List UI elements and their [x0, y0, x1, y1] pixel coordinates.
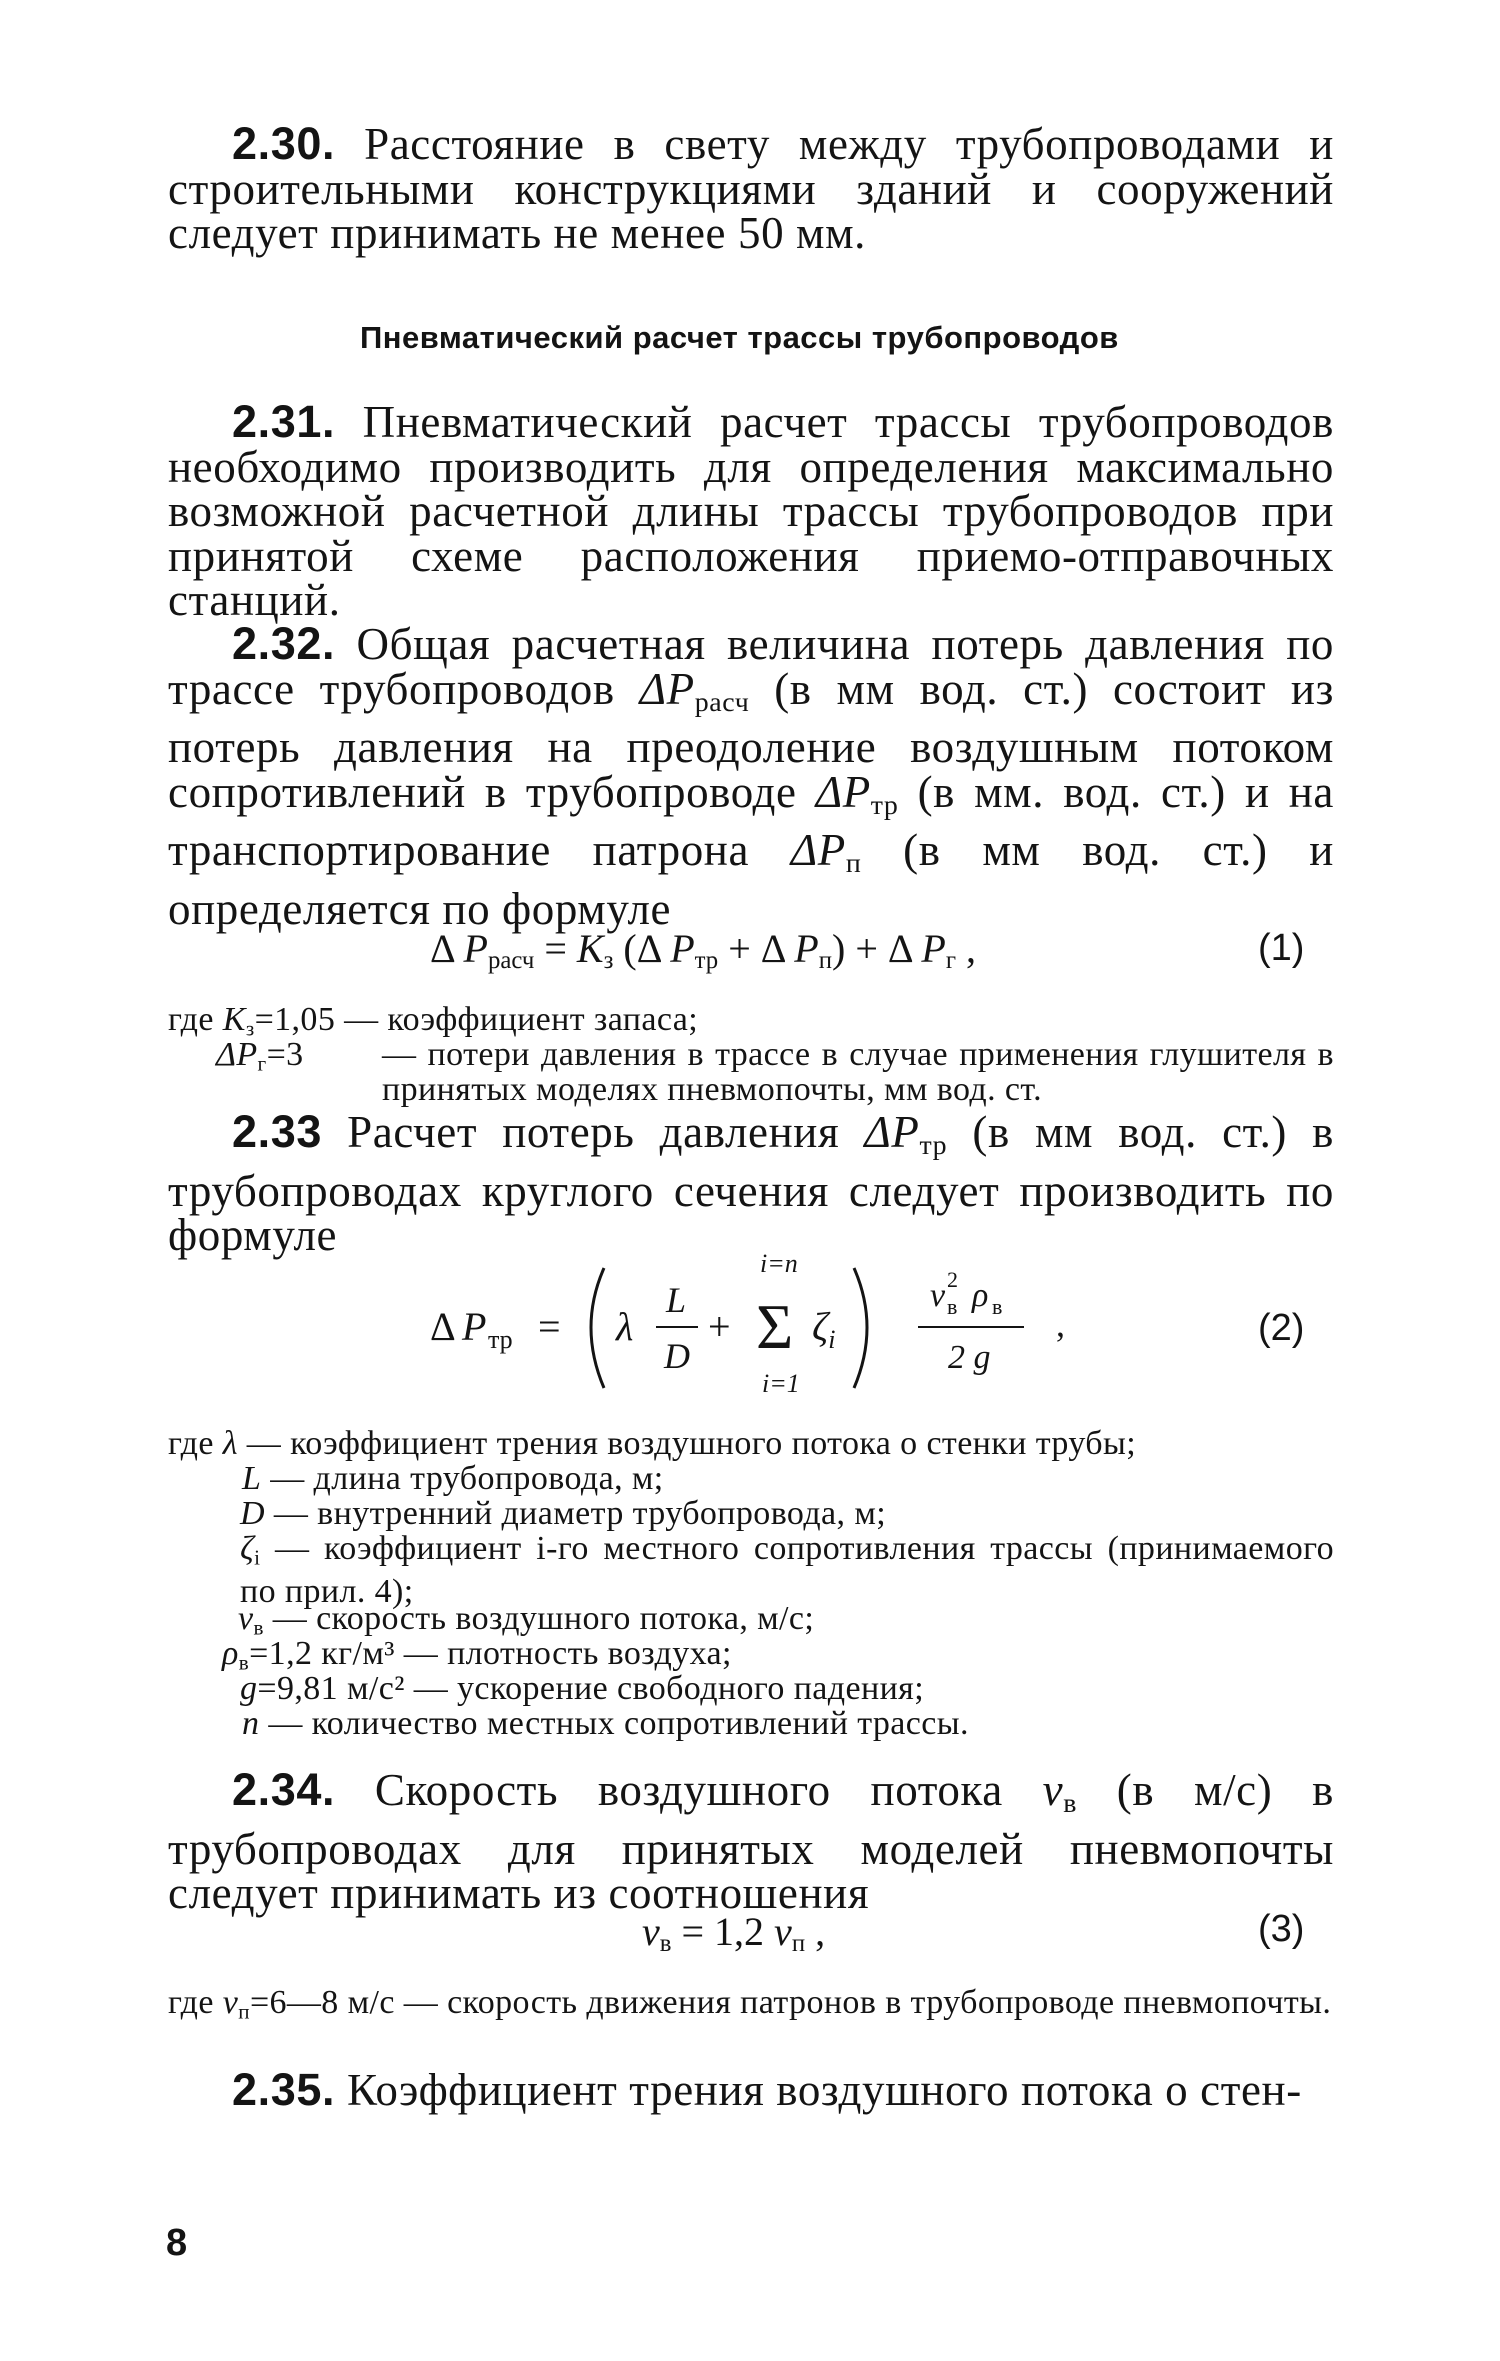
subscript: тр — [694, 947, 719, 975]
clause-number: 2.31. — [232, 396, 336, 447]
n-symbol: n — [242, 1705, 260, 1742]
right-paren — [854, 1268, 867, 1388]
where-3-line-1 — [168, 1986, 1334, 2029]
definition: — длина трубопровода, м; — [270, 1460, 664, 1497]
clause-number: 2.34. — [232, 1764, 336, 1815]
comma: , — [1056, 1304, 1065, 1344]
subscript: п — [238, 1999, 250, 2024]
paragraph-text: Коэффициент трения воздушного потока о стен- — [346, 2065, 1302, 2115]
section-heading: Пневматический расчет трассы трубопроводов — [360, 320, 1119, 355]
paragraph-2-33 — [168, 1106, 1335, 1261]
subscript: п — [791, 1930, 806, 1958]
sigma-symbol: Σ — [756, 1291, 794, 1362]
delta-p-rasch-symbol: $\Delta P_{расч}$ — [639, 663, 750, 718]
subscript: тр — [488, 1325, 513, 1354]
subscript: расч — [487, 947, 535, 975]
k-symbol: $K_з$ — [222, 1001, 255, 1041]
L-symbol: L — [242, 1460, 262, 1497]
formula-number: (3) — [1258, 1908, 1305, 1950]
v-symbol: $v_в$ — [238, 1600, 264, 1640]
subscript: з — [245, 1016, 255, 1041]
numerator-L: L — [666, 1280, 687, 1320]
page-number: 8 — [166, 2222, 188, 2264]
sum-lower-limit: i=1 — [762, 1369, 800, 1398]
subscript: в — [947, 1294, 958, 1319]
paragraph-text: (в мм. вод. ст.) и на транспортирование патрона — [168, 766, 1334, 876]
where-2-D — [240, 1497, 1334, 1532]
paragraph-text: (в мм вод. ст.) состоит из потерь давления на преодоление воздушным потоком сопротивлений в трубопроводе — [168, 663, 1334, 817]
p-symbol: P — [462, 1304, 487, 1349]
rho-symbol: ρ — [972, 1277, 989, 1314]
subscript: п — [845, 848, 862, 880]
delta-p-p-symbol: $\Delta P_п$ — [790, 825, 862, 880]
delta-p-tr-symbol: $\Delta P_{тр}$ — [864, 1107, 948, 1161]
g-symbol: g — [240, 1670, 258, 1707]
definition: =1,05 — коэффициент запаса; — [254, 1001, 699, 1038]
paragraph-2-30 — [168, 118, 1334, 259]
paragraph-text: Расчет потерь давления — [347, 1107, 865, 1157]
zeta-symbol: $\zeta_i$ — [240, 1530, 261, 1570]
where-lead: где — [168, 1425, 214, 1462]
formula-number: (2) — [1258, 1307, 1305, 1349]
subscript: г — [945, 947, 957, 975]
subscript: п — [818, 947, 833, 975]
coefficient: 1,2 — [714, 1909, 765, 1954]
paragraph-2-31 — [168, 396, 1334, 626]
formula-number: (1) — [1258, 927, 1305, 969]
paragraph-2-35 — [168, 2064, 1334, 2115]
subscript: в — [1063, 1787, 1077, 1819]
subscript: тр — [919, 1129, 948, 1161]
zeta-symbol: $\zeta_i$ — [812, 1304, 836, 1354]
paragraph-text: Расстояние в свету между трубопроводами и строительными конструкциями зданий и сооружений следует принимать не менее 50 мм. — [168, 119, 1334, 259]
subscript: з — [603, 947, 614, 975]
definition: — коэффициент трения воздушного потока о стенки трубы; — [246, 1425, 1137, 1462]
where-2-g — [240, 1672, 1334, 1707]
paragraph-text: (в мм вод. ст.) и определяется по формуле — [168, 825, 1334, 934]
paragraph-text: Пневматический расчет трассы трубопроводов необходимо производить для определения максимально возможной расчетной длины трассы трубопроводов при принятой схеме расположения приемо-отправочных станций. — [168, 397, 1334, 626]
v-symbol: v — [930, 1277, 946, 1314]
paragraph-text: Скорость воздушного потока — [374, 1765, 1043, 1815]
where-2-L — [242, 1462, 1334, 1497]
definition: — скорость воздушного потока, м/с; — [272, 1600, 815, 1637]
subscript: в — [659, 1930, 672, 1958]
lambda-symbol: λ — [222, 1425, 238, 1462]
definition: =3 — [266, 1036, 304, 1073]
formula-3: $v_в = 1,2$ $v_п$ , — [642, 1909, 826, 1958]
subscript: в — [992, 1294, 1003, 1319]
formula-2 — [420, 1252, 1100, 1402]
where-2-lambda — [168, 1427, 1334, 1462]
definition: =9,81 м/с² — ускорение свободного падения; — [257, 1670, 925, 1707]
definition: — коэффициент i-го местного сопротивления трассы (принимаемого по прил. 4); — [240, 1530, 1334, 1610]
clause-number: 2.30. — [232, 118, 336, 169]
plus-sign: + — [708, 1304, 731, 1349]
delta-p-tr-symbol: $\Delta P_{тр}$ — [815, 766, 899, 821]
definition: =6—8 м/с — скорость движения патронов в трубопроводе пневмопочты. — [249, 1984, 1332, 2021]
D-symbol: D — [240, 1495, 265, 1532]
paragraph-2-34 — [168, 1764, 1334, 1919]
equals-sign: = — [538, 1304, 561, 1349]
subscript: в — [238, 1650, 250, 1675]
sum-upper-limit: i=n — [760, 1252, 798, 1278]
delta-symbol: Δ — [430, 1304, 456, 1349]
subscript: в — [253, 1615, 264, 1640]
clause-number: 2.32. — [232, 618, 336, 669]
subscript: г — [257, 1051, 267, 1076]
clause-number: 2.35. — [232, 2064, 336, 2115]
superscript-2: 2 — [947, 1267, 958, 1292]
delta-p-g-symbol: $\Delta P_г$ — [216, 1036, 267, 1076]
paragraph-2-32 — [168, 618, 1334, 934]
formula-1: Δ $P_{расч} = K_з$ (Δ $P_{тр} + \Delta$ $P_п) + \Delta$ $P_г$ , — [430, 926, 977, 975]
definition: — количество местных сопротивлений трассы. — [268, 1705, 969, 1742]
v-symbol: $v_в$ — [1042, 1765, 1077, 1819]
lambda-symbol: λ — [616, 1304, 634, 1349]
where-lead: где — [168, 1001, 214, 1038]
where-2-zeta — [240, 1532, 1334, 1609]
paragraph-text: (в м/с) в трубопроводах для принятых моделей пневмопочты следует принимать из соотношения — [168, 1765, 1334, 1919]
subscript: тр — [870, 789, 899, 821]
where-1-line-2-text: — потери давления в трассе в случае применения глушителя в принятых моделях пневмопочты, мм вод. ст. — [382, 1036, 1334, 1108]
subscript: расч — [694, 686, 750, 718]
vp-symbol: $v_п$ — [222, 1984, 250, 2024]
denominator: 2 g — [948, 1339, 991, 1376]
where-2-n — [242, 1707, 1334, 1742]
paragraph-text: Общая расчетная величина потерь давления по трассе трубопроводов — [168, 619, 1334, 714]
definition: =1,2 кг/м³ — плотность воздуха; — [249, 1635, 732, 1672]
clause-number: 2.33 — [232, 1106, 322, 1157]
k-symbol: K — [576, 926, 604, 971]
denominator-D: D — [664, 1336, 690, 1376]
paragraph-text: (в мм вод. ст.) в трубопроводах круглого сечения следует производить по формуле — [168, 1107, 1335, 1261]
where-lead: где — [168, 1984, 214, 2021]
left-paren — [591, 1268, 604, 1388]
definition: — внутренний диаметр трубопровода, м; — [273, 1495, 887, 1532]
rho-symbol: $\rho_в$ — [222, 1635, 250, 1675]
